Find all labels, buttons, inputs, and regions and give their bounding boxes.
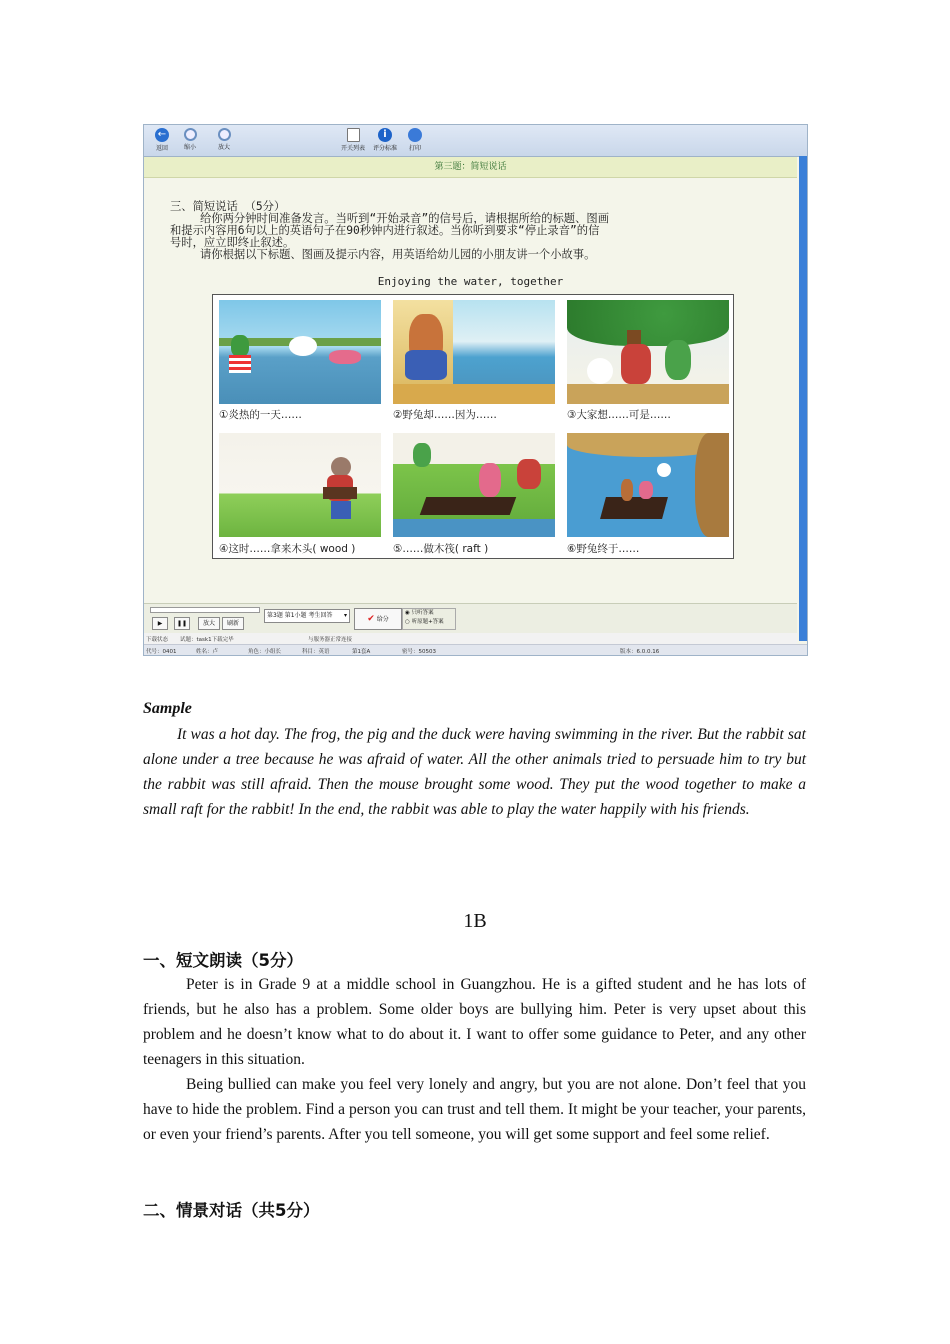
back-arrow-icon: ← (155, 128, 169, 142)
status-connection: 与服务器正常连接 (308, 637, 353, 643)
panel-1-image (219, 300, 381, 404)
status-bar (144, 633, 797, 655)
list-icon (347, 128, 360, 142)
status-name: 姓名：卢 (196, 649, 219, 655)
question-line: 给你两分钟时间准备发言。当听到“开始录音”的信号后，请根据所给的标题、图画 (200, 212, 609, 225)
refresh-button[interactable]: 刷新 (222, 617, 244, 630)
status-password: 密号：50503 (402, 649, 436, 655)
paragraph-2: Being bullied can make you feel very lonely and angry, but you are not alone. Don’t feel that you have to hide the problem. Find a person you can trust and tell them. It might be your teacher, your parents, or even your friend’s parents. After you tell someone, you will get some support and feel some relief. (143, 1076, 806, 1143)
status-download-msg: 试题：task1下载完毕 (180, 637, 234, 643)
chevron-down-icon: ▾ (343, 612, 347, 619)
panel-3-caption: ③大家想……可是…… (567, 409, 671, 421)
progress-slider[interactable] (150, 607, 260, 613)
question-line: 和提示内容用6句以上的英语句子在90秒钟内进行叙述。当你听到要求“停止录音”的信 (170, 224, 600, 237)
story-title: Enjoying the water, together (377, 275, 564, 288)
picture-panels (212, 294, 734, 559)
question-select-value: 第3题 第1小题 考生回答 (267, 612, 333, 619)
question-line: 请你根据以下标题、图画及提示内容，用英语给幼儿园的小朋友讲一个小故事。 (200, 248, 596, 261)
panel-1-caption: ①炎热的一天…… (219, 409, 302, 421)
zoom-in-button[interactable]: 放大 (207, 127, 241, 155)
play-button[interactable]: ▶ (152, 617, 168, 630)
status-subject: 科目：英语 (302, 649, 330, 655)
zoom-in-icon (218, 128, 231, 141)
info-icon: i (378, 128, 392, 142)
panel-5-image (393, 433, 555, 537)
status-download-label: 下载状态 (146, 637, 169, 643)
vertical-scrollbar[interactable] (799, 156, 807, 641)
zoom-out-button[interactable]: 缩小 (173, 127, 207, 155)
question-line: 号时，应立即终止叙述。 (170, 236, 295, 249)
toolbar (144, 125, 807, 157)
status-version: 版本：6.0.0.16 (620, 649, 660, 655)
radio-answer-only[interactable]: ◉ 只听答案 (405, 610, 434, 616)
panel-2-image (393, 300, 555, 404)
playback-controls (144, 603, 797, 634)
answer-mode-group (402, 608, 456, 630)
panel-6-image (567, 433, 729, 537)
status-code: 代号：0401 (146, 649, 177, 655)
panel-2-caption: ②野兔却……因为…… (393, 409, 497, 421)
radio-question-and-answer[interactable]: ○ 听原题+答案 (405, 619, 444, 625)
part2-heading: 二、情景对话（共5分） (143, 1201, 320, 1220)
checkmark-icon: ✔ (367, 614, 375, 624)
panel-4-caption: ④这时……拿来木头( wood ) (219, 543, 356, 555)
grade-button[interactable]: ✔ 给分 (354, 608, 402, 630)
zoom-button[interactable]: 放大 (198, 617, 220, 630)
question-heading: 三、简短说话 （5分） (170, 200, 286, 213)
paragraph-1: Peter is in Grade 9 at a middle school in Guangzhou. He is a gifted student and he has lots of friends, but he also has a problem. Some older boys are bullying him. Peter is very upset about this problem and he doesn’t know what to do about it. I want to offer some guidance to Peter, and any other teenagers in this situation. (143, 976, 806, 1068)
question-text (170, 201, 770, 261)
part1-heading: 一、短文朗读（5分） (143, 951, 303, 970)
panel-3-image (567, 300, 729, 404)
status-group: 第1套A (352, 649, 371, 655)
print-button[interactable]: 打印 (398, 127, 432, 155)
back-button[interactable]: ← 返回 (155, 129, 168, 152)
question-select[interactable] (264, 609, 350, 623)
print-icon (408, 128, 422, 142)
section-title: 1B (463, 910, 487, 932)
sample-title: Sample (143, 700, 192, 717)
toggle-list-button[interactable]: 开关列表 (336, 127, 370, 155)
panel-6-caption: ⑥野兔终于…… (567, 543, 640, 555)
pause-button[interactable]: ❚❚ (174, 617, 190, 630)
panel-5-caption: ⑤……做木筏( raft ) (393, 543, 489, 555)
status-role: 角色：小组长 (248, 649, 282, 655)
exam-software-screenshot (143, 124, 808, 656)
sample-text: It was a hot day. The frog, the pig and the duck were having swimming in the river. But the rabbit sat alone under a tree because he was afraid of water. All the other animals tried to persuade him to try but the rabbit was still afraid. Then the mouse brought some wood. They put the wood together to make a small raft for the rabbit! In the end, the rabbit was able to play the water happily with his friends. (143, 726, 806, 818)
zoom-out-icon (184, 128, 197, 141)
panel-4-image (219, 433, 381, 537)
status-bar-info (144, 644, 807, 656)
question-header: 第三题：简短说话 (144, 157, 797, 178)
scoring-criteria-button[interactable]: i 评分标准 (372, 129, 397, 152)
